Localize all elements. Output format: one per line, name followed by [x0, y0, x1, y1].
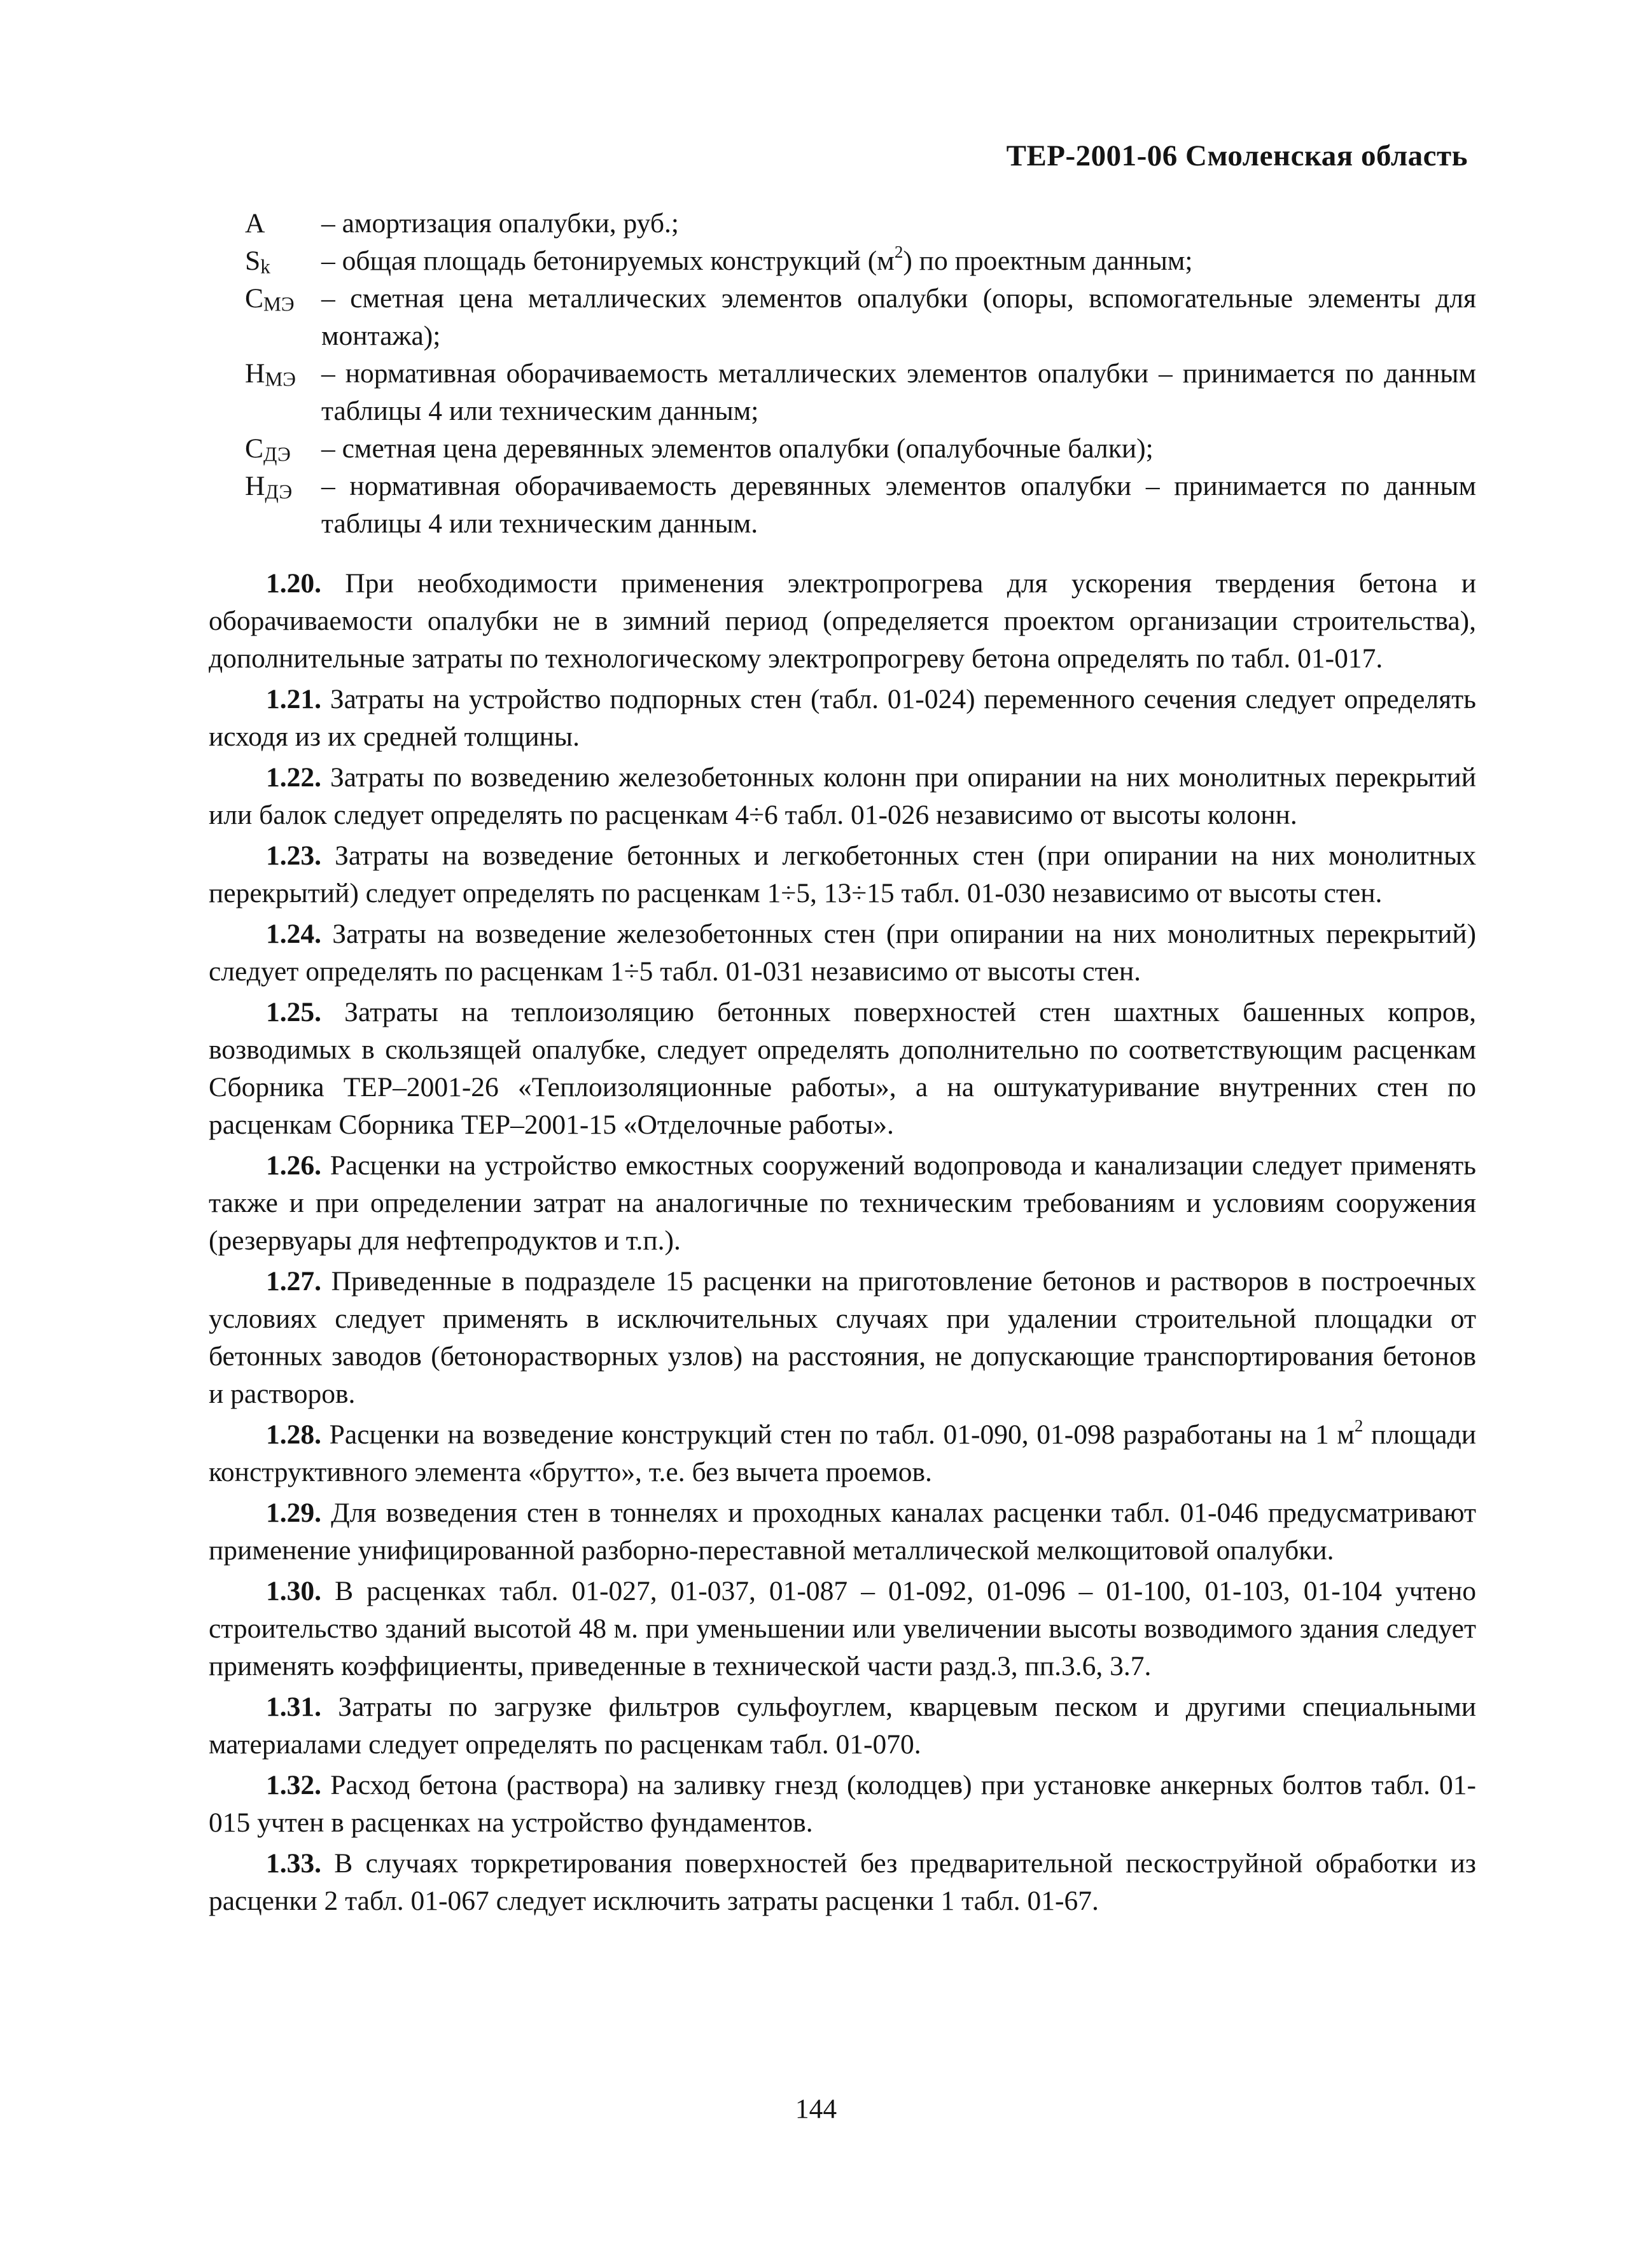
paragraph-number: 1.24.: [266, 919, 321, 949]
paragraph: [209, 1845, 1476, 1920]
definition-row: [245, 205, 1476, 242]
symbol-letter: С: [245, 283, 264, 314]
paragraph-number: 1.27.: [266, 1266, 321, 1297]
definitions-list: [245, 205, 1476, 543]
definition-symbol: [245, 205, 321, 242]
paragraph: [209, 1263, 1476, 1413]
paragraph-text: При необходимости применения электропрогрева для ускорения твердения бетона и оборачиваемости опалубки не в зимний период (определяется проектом организации строительства), дополнительные затраты по технологическому электропрогреву бетона определять по табл. 01-017.: [209, 568, 1477, 674]
superscript: 2: [1354, 1416, 1363, 1436]
paragraph-number: 1.20.: [266, 568, 321, 599]
symbol-subscript: ДЭ: [263, 443, 291, 466]
definition-text: – нормативная оборачиваемость деревянных элементов опалубки – принимается по данным таблицы 4 или техническим данным.: [321, 471, 1476, 539]
paragraph-number: 1.32.: [266, 1770, 321, 1800]
paragraph-text: Затраты на возведение бетонных и легкобетонных стен (при опирании на них монолитных перекрытий) следует определять по расценкам 1÷5, 13÷15 табл. 01-030 независимо от высоты стен.: [209, 840, 1476, 908]
paragraph-number: 1.22.: [266, 762, 321, 793]
symbol-letter: A: [245, 208, 265, 239]
definition-row: [245, 468, 1476, 543]
paragraph: [209, 994, 1476, 1144]
paragraph-text: В случаях торкретирования поверхностей без предварительной пескоструйной обработки из расценки 2 табл. 01-067 следует исключить затраты расценки 1 табл. 01-67.: [209, 1848, 1476, 1916]
paragraph-number: 1.31.: [266, 1692, 321, 1722]
paragraph: [209, 1416, 1476, 1491]
paragraph-number: 1.25.: [266, 997, 321, 1027]
definition-text: – сметная цена деревянных элементов опалубки (опалубочные балки);: [321, 433, 1154, 464]
definition-row: [245, 430, 1476, 468]
paragraph-text: Затраты по загрузке фильтров сульфоуглем, кварцевым песком и другими специальными материалами следует определять по расценкам табл. 01-070.: [209, 1692, 1476, 1760]
paragraph-text: Затраты на устройство подпорных стен (табл. 01-024) переменного сечения следует определять исходя из их средней толщины.: [209, 684, 1477, 752]
definition-text-part: – общая площадь бетонируемых конструкций (м: [321, 246, 895, 276]
document-body: [209, 565, 1476, 1923]
paragraph-number: 1.30.: [266, 1576, 321, 1606]
paragraph: [209, 837, 1476, 912]
paragraph: [209, 1688, 1476, 1764]
paragraph: [209, 565, 1476, 678]
symbol-subscript: МЭ: [265, 368, 296, 391]
symbol-letter: С: [245, 433, 264, 464]
paragraph: [209, 681, 1476, 756]
symbol-subscript: k: [260, 255, 270, 278]
symbol-subscript: МЭ: [263, 293, 295, 316]
paragraph-number: 1.28.: [266, 1419, 321, 1450]
paragraph-number: 1.33.: [266, 1848, 321, 1879]
paragraph-text: Расход бетона (раствора) на заливку гнезд (колодцев) при установке анкерных болтов табл. 01-015 учтен в расценках на устройство фундаментов.: [209, 1770, 1476, 1838]
definition-row: [245, 355, 1476, 430]
paragraph-text: Расценки на возведение конструкций стен по табл. 01-090, 01-098 разработаны на 1 м: [329, 1419, 1355, 1450]
page-header: ТЕР-2001-06 Смоленская область: [1006, 139, 1468, 172]
paragraph: [209, 915, 1476, 991]
definition-symbol: [245, 280, 321, 317]
paragraph-number: 1.21.: [266, 684, 321, 714]
page-number: 144: [795, 2094, 837, 2124]
paragraph-text: Для возведения стен в тоннелях и проходных каналах расценки табл. 01-046 предусматривают применение унифицированной разборно-переставной металлической мелкощитовой опалубки.: [209, 1498, 1476, 1566]
paragraph-text: Затраты на возведение железобетонных стен (при опирании на них монолитных перекрытий) следует определять по расценкам 1÷5 табл. 01-031 независимо от высоты стен.: [209, 919, 1476, 987]
paragraph: [209, 1573, 1476, 1685]
definition-symbol: [245, 355, 321, 393]
definition-symbol: [245, 468, 321, 505]
superscript: 2: [894, 242, 903, 262]
definition-text: [321, 242, 1476, 280]
paragraph-text: площади конструктивного элемента «брутто», т.е. без вычета проемов.: [209, 1419, 1477, 1487]
paragraph-number: 1.23.: [266, 840, 321, 871]
symbol-subscript: ДЭ: [265, 480, 293, 503]
definition-text: – амортизация опалубки, руб.;: [321, 208, 679, 239]
paragraph: [209, 1767, 1476, 1842]
paragraph-text: Затраты на теплоизоляцию бетонных поверхностей стен шахтных башенных копров, возводимых в скользящей опалубке, следует определять дополнительно по соответствующим расценкам Сборника ТЕР–2001-26 «Теплоизоляционные работы», а на оштукатуривание внутренних стен по расценкам Сборника ТЕР–2001-15 «Отделочные работы».: [209, 997, 1476, 1140]
definition-symbol: [245, 430, 321, 468]
symbol-letter: Н: [245, 358, 265, 389]
paragraph: [209, 1147, 1476, 1260]
definition-row: [245, 280, 1476, 355]
paragraph-number: 1.26.: [266, 1150, 321, 1181]
paragraph-text: В расценках табл. 01-027, 01-037, 01-087 – 01-092, 01-096 – 01-100, 01-103, 01-104 учтено строительство зданий высотой 48 м. при уменьшении или увеличении высоты возводимого здания следует применять коэффициенты, приведенные в технической части разд.3, пп.3.6, 3.7.: [209, 1576, 1477, 1681]
paragraph: [209, 759, 1476, 834]
symbol-letter: S: [245, 246, 261, 276]
paragraph-text: Расценки на устройство емкостных сооружений водопровода и канализации следует применять также и при определении затрат на аналогичные по техническим требованиям и условиям сооружения (резервуары для нефтепродуктов и т.п.).: [209, 1150, 1476, 1256]
paragraph-number: 1.29.: [266, 1498, 321, 1528]
definition-text: – сметная цена металлических элементов опалубки (опоры, вспомогательные элементы для монтажа);: [321, 283, 1476, 351]
definition-symbol: [245, 242, 321, 280]
symbol-letter: Н: [245, 471, 265, 501]
paragraph: [209, 1494, 1476, 1569]
definition-text-part: ) по проектным данным;: [903, 246, 1193, 276]
paragraph-text: Затраты по возведению железобетонных колонн при опирании на них монолитных перекрытий или балок следует определять по расценкам 4÷6 табл. 01-026 независимо от высоты колонн.: [209, 762, 1476, 830]
paragraph-text: Приведенные в подразделе 15 расценки на приготовление бетонов и растворов в построечных условиях следует применять в исключительных случаях при удалении строительной площадки от бетонных заводов (бетонорастворных узлов) на расстояния, не допускающие транспортирования бетонов и растворов.: [209, 1266, 1476, 1409]
definition-text: – нормативная оборачиваемость металлических элементов опалубки – принимается по данным таблицы 4 или техническим данным;: [321, 358, 1476, 426]
definition-row: [245, 242, 1476, 280]
